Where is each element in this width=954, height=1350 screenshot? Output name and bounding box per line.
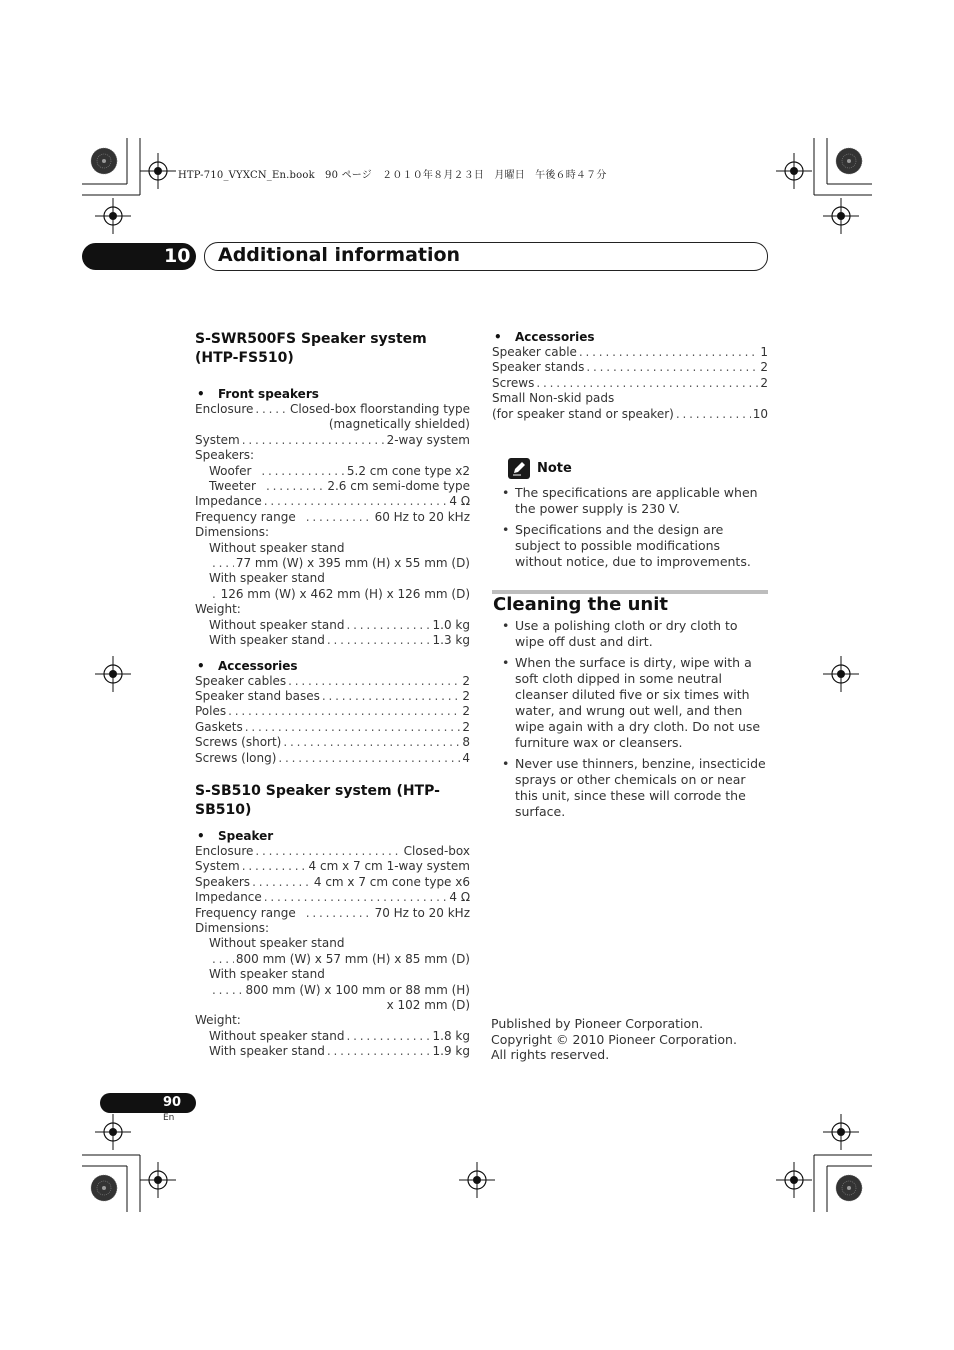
spec-with-stand-dims: . . . 800 mm (W) x 100 mm or 88 mm (H) [195, 983, 470, 998]
cleaning-list [492, 618, 768, 825]
chapter-number-tab [82, 243, 196, 270]
accessories-heading: • Accessories [195, 659, 470, 674]
spec-speakers: Speakers . . . 4 cm x 7 cm cone type x6 [195, 875, 470, 890]
spec-weight-label: Weight: [195, 1013, 241, 1028]
accessory-item: Speaker stands . . . 2 [492, 360, 768, 375]
cleaning-title: Cleaning the unit [493, 594, 668, 615]
page-number: 90 [162, 1095, 182, 1110]
accessory-item: Screws (long) . . . 4 [195, 751, 470, 766]
front-speakers-heading: • Front speakers [195, 387, 470, 402]
accessory-pads-label: Small Non-skid pads [492, 391, 615, 406]
spec-enclosure: Enclosure . . . Closed-box floorstanding type [195, 402, 470, 417]
spec-dimensions-label: Dimensions: [195, 525, 270, 540]
accessory-item: Gaskets . . . 2 [195, 720, 470, 735]
list-item: • The specifications are applicable when the power supply is 230 V. [492, 485, 768, 517]
spec-woofer: Woofer . . . 5.2 cm cone type x2 [195, 464, 470, 479]
spec-system: System . . . 2-way system [195, 433, 470, 448]
spec-frequency: Frequency range . . . 70 Hz to 20 kHz [195, 906, 470, 921]
spec-without-stand: Without speaker stand [209, 540, 345, 555]
spec-weight-without: Without speaker stand . . . 1.8 kg [195, 1029, 470, 1044]
accessory-item: Speaker stand bases . . . 2 [195, 689, 470, 704]
note-list [492, 485, 768, 575]
spec-frequency: Frequency range . . . 60 Hz to 20 kHz [195, 510, 470, 525]
accessories-heading: • Accessories [492, 330, 768, 345]
list-item: • Use a polishing cloth or dry cloth to wipe off dust and dirt. [492, 618, 768, 650]
spec-without-stand-dims: . . . 77 mm (W) x 395 mm (H) x 55 mm (D) [195, 556, 470, 571]
section-title-swr500fs: S-SWR500FS Speaker system (HTP-FS510) [195, 331, 427, 366]
spec-tweeter: Tweeter . . . 2.6 cm semi-dome type [195, 479, 470, 494]
spec-speakers-label: Speakers: [195, 448, 255, 463]
accessory-item: Screws . . . 2 [492, 376, 768, 391]
publisher-info: Published by Pioneer Corporation. Copyright © 2010 Pioneer Corporation. All rights reserved. [491, 1016, 737, 1062]
accessory-item: (for speaker stand or speaker) . . . 10 [492, 407, 768, 422]
accessory-item: Speaker cables . . . 2 [195, 674, 470, 689]
list-item: • When the surface is dirty, wipe with a soft cloth dipped in some neutral cleanser diluted five or six times with water, and wrung out well, and then wipe again with a dry cloth. Do not use furniture wax or cleansers. [492, 655, 768, 751]
spec-weight-without: Without speaker stand . . . 1.0 kg [195, 618, 470, 633]
spec-enclosure: Enclosure . . . Closed-box [195, 844, 470, 859]
right-column [492, 330, 768, 422]
spec-without-stand: Without speaker stand [209, 936, 345, 951]
page-number-tab [100, 1093, 196, 1113]
chapter-title: Additional information [218, 244, 461, 266]
spec-dimensions-label: Dimensions: [195, 920, 270, 935]
spec-impedance: Impedance . . . 4 Ω [195, 494, 470, 509]
language-label: En [163, 1113, 175, 1123]
spec-system: System . . . 4 cm x 7 cm 1-way system [195, 859, 470, 874]
list-item: • Never use thinners, benzine, insecticide sprays or other chemicals on or near this unit, since these will corrode the surface. [492, 756, 768, 820]
section-title-sb510: S-SB510 Speaker system (HTP-SB510) [195, 782, 440, 818]
spec-with-stand: With speaker stand [209, 967, 325, 982]
chapter-number: 10 [164, 245, 191, 267]
spec-impedance: Impedance . . . 4 Ω [195, 890, 470, 905]
accessory-item: Screws (short) . . . 8 [195, 735, 470, 750]
spec-with-stand-dims: . . . 126 mm (W) x 462 mm (H) x 126 mm (D) [195, 587, 470, 602]
left-column [195, 330, 470, 1060]
accessory-item: Poles . . . 2 [195, 704, 470, 719]
list-item: • Specifications and the design are subject to possible modifications without notice, due to improvements. [492, 522, 768, 570]
spec-enclosure-note: (magnetically shielded) [328, 417, 470, 432]
print-header: HTP-710_VYXCN_En.book 90 ページ ２０１０年８月２３日 月曜日 午後６時４７分 [178, 170, 607, 181]
spec-without-stand-dims: . . . 800 mm (W) x 57 mm (H) x 85 mm (D) [195, 952, 470, 967]
speaker-heading: • Speaker [195, 829, 470, 844]
spec-weight-label: Weight: [195, 602, 241, 617]
note-title: Note [537, 461, 572, 476]
accessory-item: Speaker cable . . . 1 [492, 345, 768, 360]
spec-weight-with: With speaker stand . . . 1.3 kg [195, 633, 470, 648]
pencil-icon [508, 458, 530, 479]
spec-weight-with: With speaker stand . . . 1.9 kg [195, 1044, 470, 1059]
spec-with-stand-dims-2: x 102 mm (D) [386, 998, 470, 1012]
spec-with-stand: With speaker stand [209, 571, 325, 586]
